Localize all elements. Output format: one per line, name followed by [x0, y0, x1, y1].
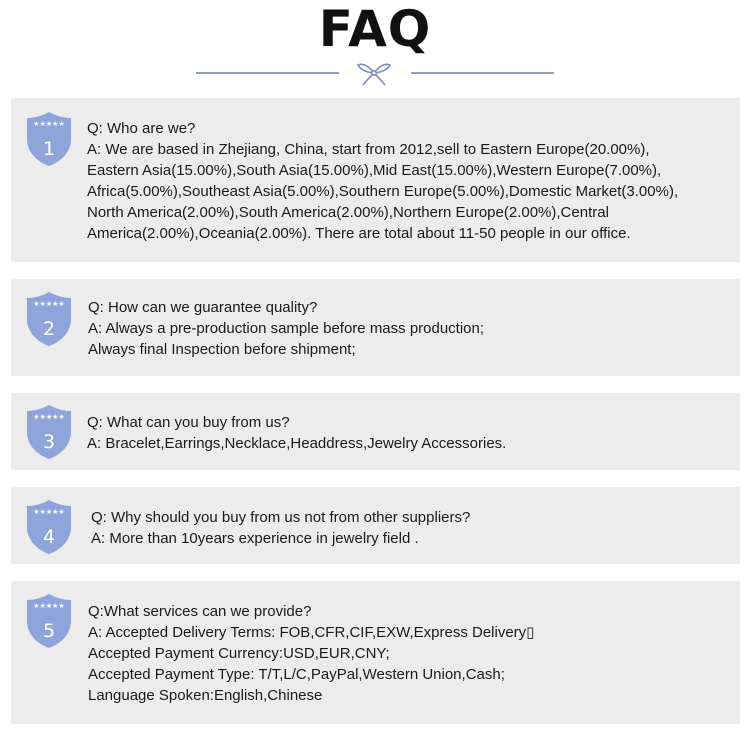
svg-text:★★★★★: ★★★★★	[33, 120, 65, 128]
faq-answer-line: Language Spoken:English,Chinese	[88, 687, 323, 704]
faq-question: Q: How can we guarantee quality?	[88, 299, 318, 316]
faq-answer-line: A: More than 10years experience in jewelry field .	[91, 530, 419, 547]
faq-answer-line: A: Always a pre-production sample before mass production;	[88, 320, 485, 337]
page-title: FAQ	[318, 0, 432, 58]
faq-answer-line: A: Accepted Delivery Terms: FOB,CFR,CIF,EXW,Express Delivery▯	[88, 624, 535, 641]
bow-icon	[356, 59, 392, 87]
faq-question: Q: Why should you buy from us not from other suppliers?	[91, 509, 471, 526]
faq-answer-line: Africa(5.00%),Southeast Asia(5.00%),Southern Europe(5.00%),Domestic Market(3.00%),	[87, 183, 679, 200]
faq-question: Q:What services can we provide?	[88, 603, 312, 620]
faq-answer-line: A: We are based in Zhejiang, China, start from 2012,sell to Eastern Europe(20.00%),	[87, 141, 650, 158]
svg-text:★★★★★: ★★★★★	[33, 602, 65, 610]
faq-answer-line: Always final Inspection before shipment;	[88, 341, 356, 358]
faq-number: 5	[42, 620, 56, 642]
title-divider-right	[411, 72, 554, 74]
faq-number: 2	[42, 318, 56, 340]
faq-card	[11, 581, 740, 724]
faq-answer-line: North America(2.00%),South America(2.00%),Northern Europe(2.00%),Central	[87, 204, 609, 221]
shield-icon	[26, 291, 72, 347]
shield-icon	[26, 111, 72, 167]
faq-question: Q: What can you buy from us?	[87, 414, 290, 431]
faq-question: Q: Who are we?	[87, 120, 196, 137]
faq-answer-line: Eastern Asia(15.00%),South Asia(15.00%),Mid East(15.00%),Western Europe(7.00%),	[87, 162, 662, 179]
shield-icon	[26, 593, 72, 649]
faq-answer-line: Accepted Payment Currency:USD,EUR,CNY;	[88, 645, 390, 662]
shield-icon	[26, 404, 72, 460]
title-divider-left	[196, 72, 339, 74]
faq-card	[11, 279, 740, 376]
faq-card	[11, 393, 740, 470]
faq-number: 1	[42, 138, 56, 160]
faq-card	[11, 98, 740, 262]
faq-answer-line: Accepted Payment Type: T/T,L/C,PayPal,Western Union,Cash;	[88, 666, 505, 683]
shield-icon	[26, 499, 72, 555]
svg-text:★★★★★: ★★★★★	[33, 300, 65, 308]
svg-text:★★★★★: ★★★★★	[33, 508, 65, 516]
faq-answer-line: A: Bracelet,Earrings,Necklace,Headdress,Jewelry Accessories.	[87, 435, 507, 452]
faq-number: 3	[42, 431, 56, 453]
faq-number: 4	[42, 526, 56, 548]
faq-card	[11, 487, 740, 564]
faq-answer-line: America(2.00%),Oceania(2.00%). There are total about 11-50 people in our office.	[87, 225, 631, 242]
svg-text:★★★★★: ★★★★★	[33, 413, 65, 421]
